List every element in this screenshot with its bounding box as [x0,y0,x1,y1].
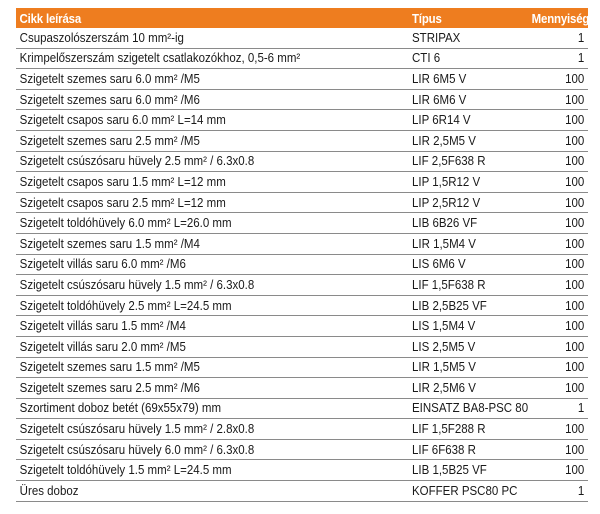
cell-description: Szigetelt toldóhüvely 6.0 mm² L=26.0 mm [19,216,232,231]
cell-description: Szigetelt csapos saru 1.5 mm² L=12 mm [19,174,226,189]
cell-quantity: 100 [565,277,585,292]
cell-type: KOFFER PSC80 PC [412,483,518,498]
cell-type: LIR 1,5M5 V [412,360,476,375]
table-row [16,440,588,461]
cell-quantity: 100 [565,319,585,334]
table-row [16,378,588,399]
cell-quantity: 100 [565,195,585,210]
cell-type: LIP 2,5R12 V [412,195,481,210]
cell-quantity: 100 [565,133,585,148]
cell-type: CTI 6 [412,51,441,66]
cell-quantity: 100 [565,154,585,169]
cell-type: LIR 2,5M5 V [412,133,476,148]
header-description: Cikk leírása [19,10,82,26]
table-row [16,316,588,337]
cell-description: Szigetelt villás saru 2.0 mm² /M5 [19,339,186,354]
cell-description: Üres doboz [19,483,79,498]
table-row [16,255,588,276]
cell-type: LIF 6F638 R [412,442,476,457]
cell-description: Szigetelt szemes saru 2.5 mm² /M5 [19,133,200,148]
cell-quantity: 100 [565,360,585,375]
cell-description: Szigetelt csapos saru 6.0 mm² L=14 mm [19,113,226,128]
cell-type: LIP 1,5R12 V [412,174,481,189]
cell-quantity: 1 [577,483,585,498]
header-type: Típus [412,10,442,26]
table-row [16,234,588,255]
table-row [16,152,588,173]
cell-description: Szigetelt villás saru 6.0 mm² /M6 [19,257,186,272]
cell-description: Szigetelt toldóhüvely 1.5 mm² L=24.5 mm [19,463,232,478]
table-row [16,193,588,214]
parts-table [16,8,588,502]
table-row [16,481,588,502]
cell-quantity: 1 [577,30,585,45]
cell-type: LIF 2,5F638 R [412,154,486,169]
cell-description: Csupaszolószerszám 10 mm²-ig [19,30,184,45]
cell-type: LIS 6M6 V [412,257,466,272]
cell-description: Szigetelt csúszósaru hüvely 1.5 mm² / 2.8x0.8 [19,422,255,437]
cell-type: LIB 2,5B25 VF [412,298,487,313]
cell-description: Szigetelt csapos saru 2.5 mm² L=12 mm [19,195,226,210]
cell-type: LIS 2,5M5 V [412,339,476,354]
cell-quantity: 1 [577,401,585,416]
cell-quantity: 100 [565,463,585,478]
cell-description: Szigetelt szemes saru 1.5 mm² /M4 [19,236,200,251]
cell-description: Szigetelt csúszósaru hüvely 1.5 mm² / 6.3x0.8 [19,277,255,292]
cell-description: Szigetelt szemes saru 1.5 mm² /M5 [19,360,200,375]
cell-type: LIP 6R14 V [412,113,471,128]
cell-quantity: 1 [577,51,585,66]
cell-quantity: 100 [565,113,585,128]
table-row [16,90,588,111]
table-row [16,28,588,49]
cell-description: Szigetelt villás saru 1.5 mm² /M4 [19,319,186,334]
cell-description: Szigetelt csúszósaru hüvely 6.0 mm² / 6.3x0.8 [19,442,255,457]
cell-type: LIR 2,5M6 V [412,380,476,395]
table-row [16,172,588,193]
table-row [16,419,588,440]
cell-type: LIB 1,5B25 VF [412,463,487,478]
cell-type: LIR 6M6 V [412,92,467,107]
cell-quantity: 100 [565,298,585,313]
table-header [16,8,588,28]
table-row [16,399,588,420]
table-row [16,131,588,152]
cell-type: LIS 1,5M4 V [412,319,476,334]
table-row [16,275,588,296]
cell-quantity: 100 [565,92,585,107]
cell-quantity: 100 [565,339,585,354]
cell-type: LIF 1,5F288 R [412,422,486,437]
cell-description: Szigetelt csúszósaru hüvely 2.5 mm² / 6.3x0.8 [19,154,255,169]
cell-quantity: 100 [565,236,585,251]
table-row [16,337,588,358]
table-row [16,110,588,131]
cell-description: Szigetelt toldóhüvely 2.5 mm² L=24.5 mm [19,298,232,313]
cell-type: STRIPAX [412,30,461,45]
cell-type: LIB 6B26 VF [412,216,478,231]
cell-quantity: 100 [565,71,585,86]
cell-description: Szigetelt szemes saru 6.0 mm² /M6 [19,92,200,107]
cell-type: LIF 1,5F638 R [412,277,486,292]
cell-quantity: 100 [565,216,585,231]
cell-quantity: 100 [565,257,585,272]
cell-quantity: 100 [565,174,585,189]
cell-quantity: 100 [565,442,585,457]
table-row [16,69,588,90]
header-quantity: Mennyiség [531,10,590,26]
cell-description: Szigetelt szemes saru 6.0 mm² /M5 [19,71,200,86]
cell-description: Krimpelőszerszám szigetelt csatlakozókhoz, 0,5-6 mm² [19,51,301,66]
table-row [16,296,588,317]
cell-type: LIR 6M5 V [412,71,467,86]
cell-description: Szigetelt szemes saru 2.5 mm² /M6 [19,380,200,395]
cell-description: Szortiment doboz betét (69x55x79) mm [19,401,222,416]
table-row [16,213,588,234]
table-row [16,49,588,70]
cell-type: LIR 1,5M4 V [412,236,476,251]
table-body [16,28,588,502]
cell-quantity: 100 [565,422,585,437]
cell-quantity: 100 [565,380,585,395]
table-row [16,460,588,481]
cell-type: EINSATZ BA8-PSC 80 [412,401,529,416]
table-row [16,358,588,379]
